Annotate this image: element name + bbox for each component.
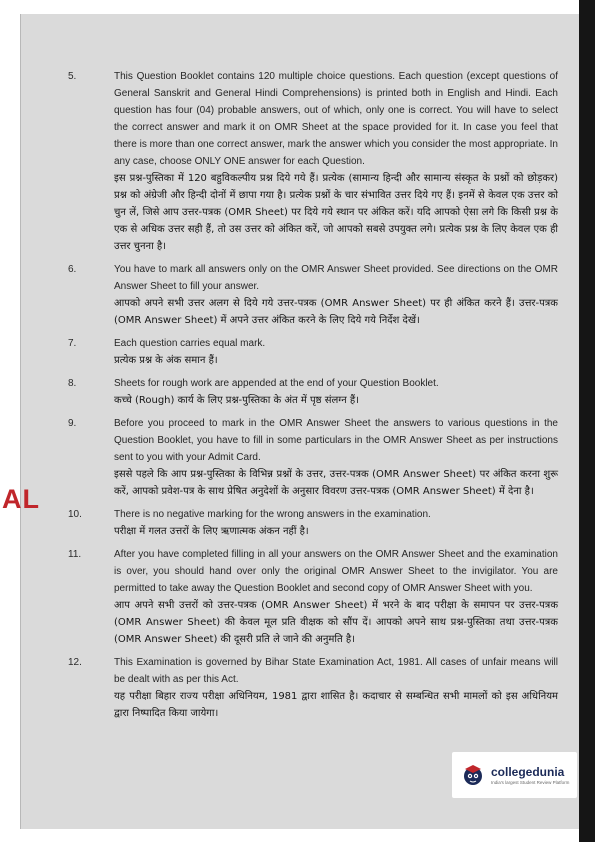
instruction-english: You have to mark all answers only on the OMR Answer Sheet provided. See directions on the OMR Answer Sheet to fill your answer.: [114, 264, 558, 292]
instruction-item: [68, 375, 558, 409]
logo-wordmark: collegedunia: [491, 764, 565, 779]
item-number: 6.: [68, 264, 77, 275]
item-number: 7.: [68, 338, 77, 349]
instruction-item: [68, 506, 558, 540]
item-number: 8.: [68, 378, 77, 389]
instruction-english: There is no negative marking for the wrong answers in the examination.: [114, 509, 431, 520]
instruction-hindi: इस प्रश्न-पुस्तिका में 120 बहुविकल्पीय प्रश्न दिये गये हैं। प्रत्येक (सामान्य हिन्दी और सामान्य संस्कृत के प्रश्नों को छोड़कर) प्रश्न को अंग्रेजी और हिन्दी दोनों में छापा गया है। प्रत्येक प्रश्नों के चार संभावित उत्तर दिये गए हैं। इनमें से केवल एक उत्तर को चुन लें, जिसे आप उत्तर-पत्रक (OMR Sheet) पर दिये गये स्थान पर अंकित करें। यदि आपको ऐसा लगे कि किसी प्रश्न के एक से अधिक उत्तर सही हैं, तो उस उत्तर को अंकित करें, जो आपको सबसे उपयुक्त लगे। प्रत्येक प्रश्न के लिए केवल एक ही उत्तर चुनना है।: [114, 173, 558, 252]
instruction-item: [68, 546, 558, 648]
item-number: 11.: [68, 549, 82, 560]
collegedunia-logo: [452, 752, 577, 798]
item-number: 10.: [68, 509, 82, 520]
margin-stamp-text: AL: [2, 484, 40, 514]
instruction-item: [68, 654, 558, 722]
scanner-edge: [579, 0, 595, 842]
instruction-item: [68, 261, 558, 329]
instruction-hindi: यह परीक्षा बिहार राज्य परीक्षा अधिनियम, 1981 द्वारा शासित है। कदाचार से सम्बन्धित सभी मामलों को इस अधिनियम द्वारा निष्पादित किया जायेगा।: [114, 691, 558, 719]
instruction-english: This Question Booklet contains 120 multiple choice questions. Each question (except questions of General Sanskrit and General Hindi Comprehensions) is printed both in English and Hindi. Each question has four (04) probable answers, out of which, only one is correct. You will have to select the correct answer and mark it on OMR Sheet at the space provided for it. In case you feel that there is more than one correct answer, mark the answer which you consider the most appropriate. In any case, choose ONLY ONE answer for each Question.: [114, 71, 558, 167]
instruction-hindi: आपको अपने सभी उत्तर अलग से दिये गये उत्तर-पत्रक (OMR Answer Sheet) पर ही अंकित करने हैं। उत्तर-पत्रक (OMR Answer Sheet) में अपने उत्तर अंकित करने के लिए दिये गये निर्देश देखें।: [114, 298, 558, 326]
item-number: 5.: [68, 71, 77, 82]
instruction-english: This Examination is governed by Bihar State Examination Act, 1981. All cases of unfair means will be dealt with as per this Act.: [114, 657, 558, 685]
instruction-item: [68, 68, 558, 255]
instruction-list: [68, 68, 558, 728]
instruction-hindi: प्रत्येक प्रश्न के अंक समान हैं।: [114, 355, 218, 366]
instruction-english: Sheets for rough work are appended at the end of your Question Booklet.: [114, 378, 439, 389]
instruction-hindi: आप अपने सभी उत्तरों को उत्तर-पत्रक (OMR Answer Sheet) में भरने के बाद परीक्षा के समापन पर उत्तर-पत्रक (OMR Answer Sheet) की केवल मूल प्रति वीक्षक को सौंप दें। आपको अपने साथ प्रश्न-पुस्तिका तथा उत्तर-पत्रक (OMR Answer Sheet) की दूसरी प्रति ले जाने की अनुमति है।: [114, 600, 558, 645]
instruction-hindi: परीक्षा में गलत उत्तरों के लिए ऋणात्मक अंकन नहीं है।: [114, 526, 309, 537]
logo-tagline: India's largest Student Review Platform: [491, 779, 570, 785]
instruction-item: [68, 415, 558, 500]
instruction-english: After you have completed filling in all your answers on the OMR Answer Sheet and the examination is over, you should hand over only the original OMR Answer Sheet to the invigilator. You are permitted to take away the Question Booklet and second copy of OMR Answer Sheet with you.: [114, 549, 558, 594]
instruction-english: Each question carries equal mark.: [114, 338, 266, 349]
item-number: 9.: [68, 418, 77, 429]
instruction-english: Before you proceed to mark in the OMR Answer Sheet the answers to various questions in the Question Booklet, you have to fill in some particulars in the OMR Answer Sheet as per instructions sent to you with your Admit Card.: [114, 418, 558, 463]
instruction-item: [68, 335, 558, 369]
instruction-hindi: कच्चे (Rough) कार्य के लिए प्रश्न-पुस्तिका के अंत में पृष्ठ संलग्न हैं।: [114, 395, 359, 406]
mascot-icon: [460, 762, 486, 788]
item-number: 12.: [68, 657, 82, 668]
instruction-hindi: इससे पहले कि आप प्रश्न-पुस्तिका के विभिन्न प्रश्नों के उत्तर, उत्तर-पत्रक (OMR Answer Sheet) पर अंकित करना शुरू करें, आपको प्रवेश-पत्र के साथ प्रेषित अनुदेशों के अनुसार विवरण उत्तर-पत्रक (OMR Answer Sheet) में देना है।: [114, 469, 558, 497]
